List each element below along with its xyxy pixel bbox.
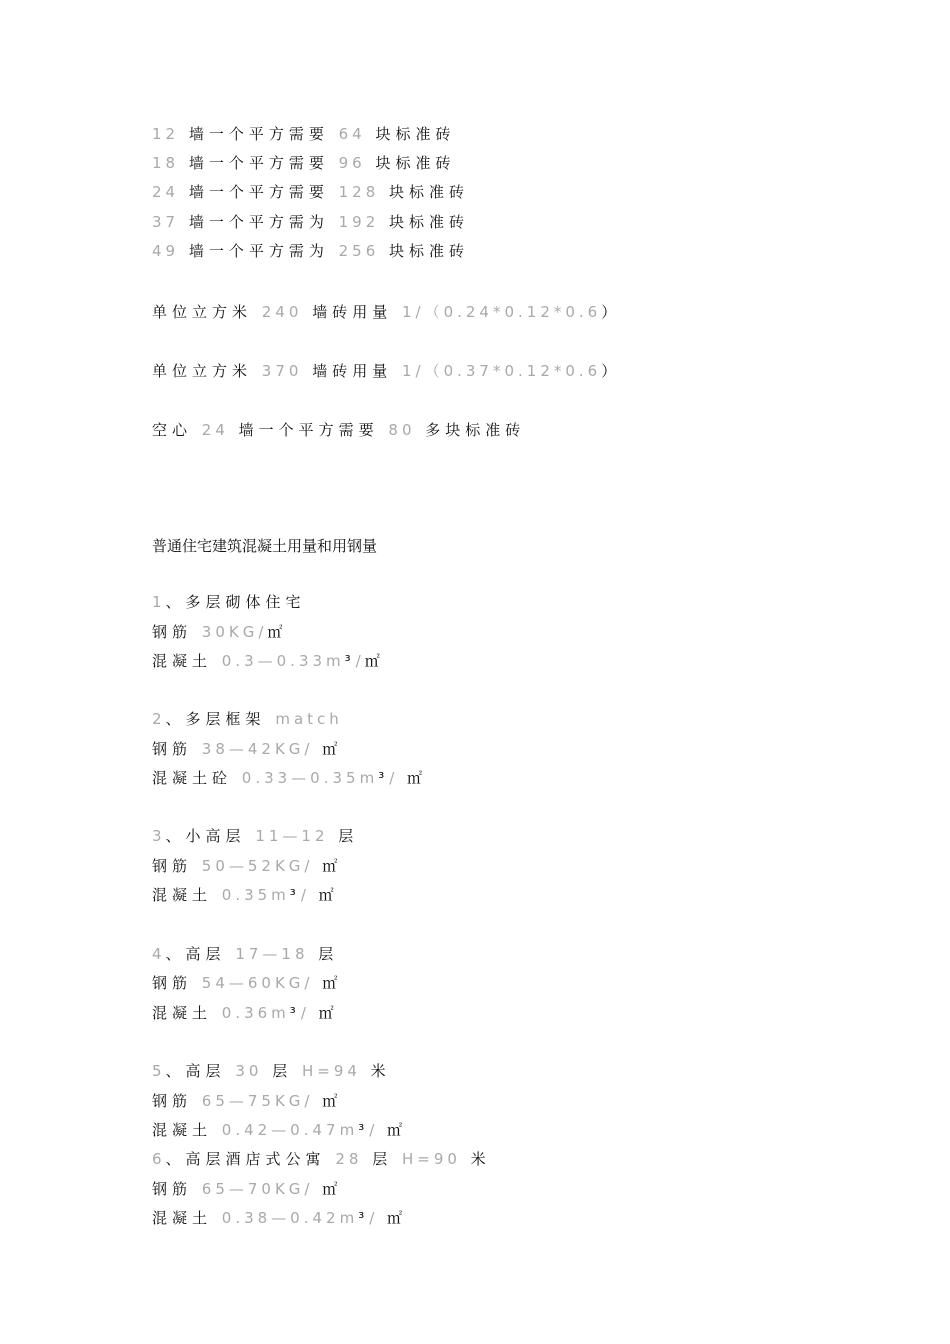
- item-heading: [152, 944, 338, 964]
- numeric-segment: 64: [338, 125, 366, 143]
- numeric-segment: 37: [152, 213, 180, 231]
- text-segment: 钢筋: [152, 623, 202, 641]
- text-segment: ³: [289, 886, 301, 904]
- numeric-segment: 1/（0.24*0.12*0.6: [401, 303, 602, 321]
- text-segment: 块标准砖: [365, 154, 456, 172]
- numeric-segment: 0.35m: [221, 886, 290, 904]
- text-segment: ）: [601, 303, 622, 321]
- text-segment: ³: [344, 652, 356, 670]
- brick-line: [152, 124, 456, 144]
- text-segment: 混凝土: [152, 886, 222, 904]
- text-segment: ㎡: [267, 623, 288, 641]
- text-segment: 、小高层: [165, 827, 256, 845]
- numeric-segment: 12: [152, 125, 180, 143]
- brick-line: [152, 212, 469, 232]
- numeric-segment: /: [355, 652, 365, 670]
- text-segment: 块标准砖: [379, 242, 470, 260]
- concrete-line: [152, 885, 339, 905]
- text-segment: 钢筋: [152, 1092, 202, 1110]
- numeric-segment: 0.42—0.47m: [221, 1121, 359, 1139]
- numeric-segment: 192: [338, 213, 380, 231]
- steel-line: [152, 973, 342, 993]
- text-segment: 墙砖用量: [302, 303, 402, 321]
- numeric-segment: 256: [338, 242, 380, 260]
- brick-line: [152, 241, 469, 261]
- text-segment: 墙一个平方需要: [179, 154, 339, 172]
- numeric-segment: 4: [152, 945, 166, 963]
- text-segment: 层: [262, 1062, 302, 1080]
- item-heading: [152, 826, 358, 846]
- text-segment: 墙一个平方需要: [228, 421, 389, 439]
- text-segment: 墙一个平方需为: [179, 213, 339, 231]
- numeric-segment: 65—75KG/: [201, 1092, 323, 1110]
- concrete-line: [152, 768, 427, 788]
- brick-line: [152, 182, 469, 202]
- numeric-segment: 11—12: [255, 827, 329, 845]
- numeric-segment: 30KG/: [201, 623, 268, 641]
- text-segment: 墙一个平方需要: [179, 125, 339, 143]
- volume-line: [152, 361, 621, 381]
- text-segment: 层: [362, 1150, 402, 1168]
- text-segment: 块标准砖: [365, 125, 456, 143]
- text-segment: 墙一个平方需为: [179, 242, 339, 260]
- numeric-segment: 128: [338, 183, 380, 201]
- numeric-segment: H=90: [401, 1150, 461, 1168]
- numeric-segment: 38—42KG/: [201, 740, 323, 758]
- numeric-segment: 1/（0.37*0.12*0.6: [401, 362, 602, 380]
- text-segment: 层: [328, 827, 359, 845]
- numeric-segment: /: [300, 1004, 319, 1022]
- text-segment: ㎡: [322, 740, 343, 758]
- numeric-segment: 2: [152, 710, 166, 728]
- item-heading: [152, 1149, 491, 1169]
- text-segment: 米: [460, 1150, 491, 1168]
- volume-line: [152, 302, 621, 322]
- concrete-line: [152, 1120, 407, 1140]
- numeric-segment: 54—60KG/: [201, 974, 323, 992]
- text-segment: 、多层砌体住宅: [165, 593, 306, 611]
- concrete-line: [152, 651, 385, 671]
- section-title: 普通住宅建筑混凝土用量和用钢量: [152, 537, 378, 555]
- text-segment: ³: [289, 1004, 301, 1022]
- text-segment: 墙一个平方需要: [179, 183, 339, 201]
- numeric-segment: 0.38—0.42m: [221, 1209, 359, 1227]
- item-heading: [152, 1061, 391, 1081]
- text-segment: 墙砖用量: [302, 362, 402, 380]
- text-segment: ㎡: [387, 1209, 408, 1227]
- text-segment: ³: [358, 1121, 370, 1139]
- numeric-segment: 5: [152, 1062, 166, 1080]
- steel-line: [152, 739, 342, 759]
- text-segment: ㎡: [322, 1180, 343, 1198]
- steel-line: [152, 1179, 342, 1199]
- numeric-segment: 50—52KG/: [201, 857, 323, 875]
- text-segment: 、高层: [165, 1062, 236, 1080]
- text-segment: 单位立方米: [152, 303, 262, 321]
- text-segment: ㎡: [322, 857, 343, 875]
- item-heading: [152, 592, 306, 612]
- text-segment: 钢筋: [152, 974, 202, 992]
- text-segment: 钢筋: [152, 1180, 202, 1198]
- numeric-segment: 17—18: [235, 945, 309, 963]
- numeric-segment: 65—70KG/: [201, 1180, 323, 1198]
- numeric-segment: match: [275, 710, 343, 728]
- numeric-segment: /: [389, 769, 408, 787]
- hollow-brick-line: [152, 420, 525, 440]
- steel-line: [152, 622, 287, 642]
- text-segment: 钢筋: [152, 857, 202, 875]
- concrete-line: [152, 1208, 407, 1228]
- text-segment: 、多层框架: [165, 710, 276, 728]
- text-segment: 钢筋: [152, 740, 202, 758]
- text-segment: 空心: [152, 421, 202, 439]
- text-segment: 多块标准砖: [415, 421, 526, 439]
- numeric-segment: 80: [388, 421, 416, 439]
- text-segment: ）: [601, 362, 622, 380]
- numeric-segment: 0.3—0.33m: [221, 652, 345, 670]
- numeric-segment: 49: [152, 242, 180, 260]
- text-segment: 混凝土砼: [152, 769, 242, 787]
- steel-line: [152, 1091, 342, 1111]
- numeric-segment: 18: [152, 154, 180, 172]
- numeric-segment: 96: [338, 154, 366, 172]
- steel-line: [152, 856, 342, 876]
- numeric-segment: 30: [235, 1062, 263, 1080]
- concrete-line: [152, 1003, 339, 1023]
- numeric-segment: 3: [152, 827, 166, 845]
- text-segment: 单位立方米: [152, 362, 262, 380]
- text-segment: ㎡: [407, 769, 428, 787]
- numeric-segment: /: [300, 886, 319, 904]
- text-segment: ㎡: [387, 1121, 408, 1139]
- numeric-segment: 0.36m: [221, 1004, 290, 1022]
- brick-line: [152, 153, 456, 173]
- numeric-segment: 240: [261, 303, 303, 321]
- numeric-segment: H=94: [301, 1062, 361, 1080]
- text-segment: 块标准砖: [379, 213, 470, 231]
- text-segment: 、高层酒店式公寓: [165, 1150, 336, 1168]
- numeric-segment: 1: [152, 593, 166, 611]
- text-segment: 、高层: [165, 945, 236, 963]
- numeric-segment: 24: [152, 183, 180, 201]
- text-segment: 块标准砖: [379, 183, 470, 201]
- numeric-segment: /: [369, 1121, 388, 1139]
- text-segment: ㎡: [318, 886, 339, 904]
- text-segment: ³: [378, 769, 390, 787]
- numeric-segment: 6: [152, 1150, 166, 1168]
- text-segment: ㎡: [364, 652, 385, 670]
- text-segment: ㎡: [318, 1004, 339, 1022]
- text-segment: 层: [308, 945, 339, 963]
- numeric-segment: 28: [335, 1150, 363, 1168]
- text-segment: ³: [358, 1209, 370, 1227]
- numeric-segment: /: [369, 1209, 388, 1227]
- text-segment: 米: [360, 1062, 391, 1080]
- numeric-segment: 24: [201, 421, 229, 439]
- text-segment: 混凝土: [152, 1121, 222, 1139]
- text-segment: 混凝土: [152, 1004, 222, 1022]
- item-heading: [152, 709, 343, 729]
- text-segment: 混凝土: [152, 1209, 222, 1227]
- numeric-segment: 0.33—0.35m: [241, 769, 379, 787]
- numeric-segment: 370: [261, 362, 303, 380]
- text-segment: ㎡: [322, 1092, 343, 1110]
- text-segment: ㎡: [322, 974, 343, 992]
- text-segment: 混凝土: [152, 652, 222, 670]
